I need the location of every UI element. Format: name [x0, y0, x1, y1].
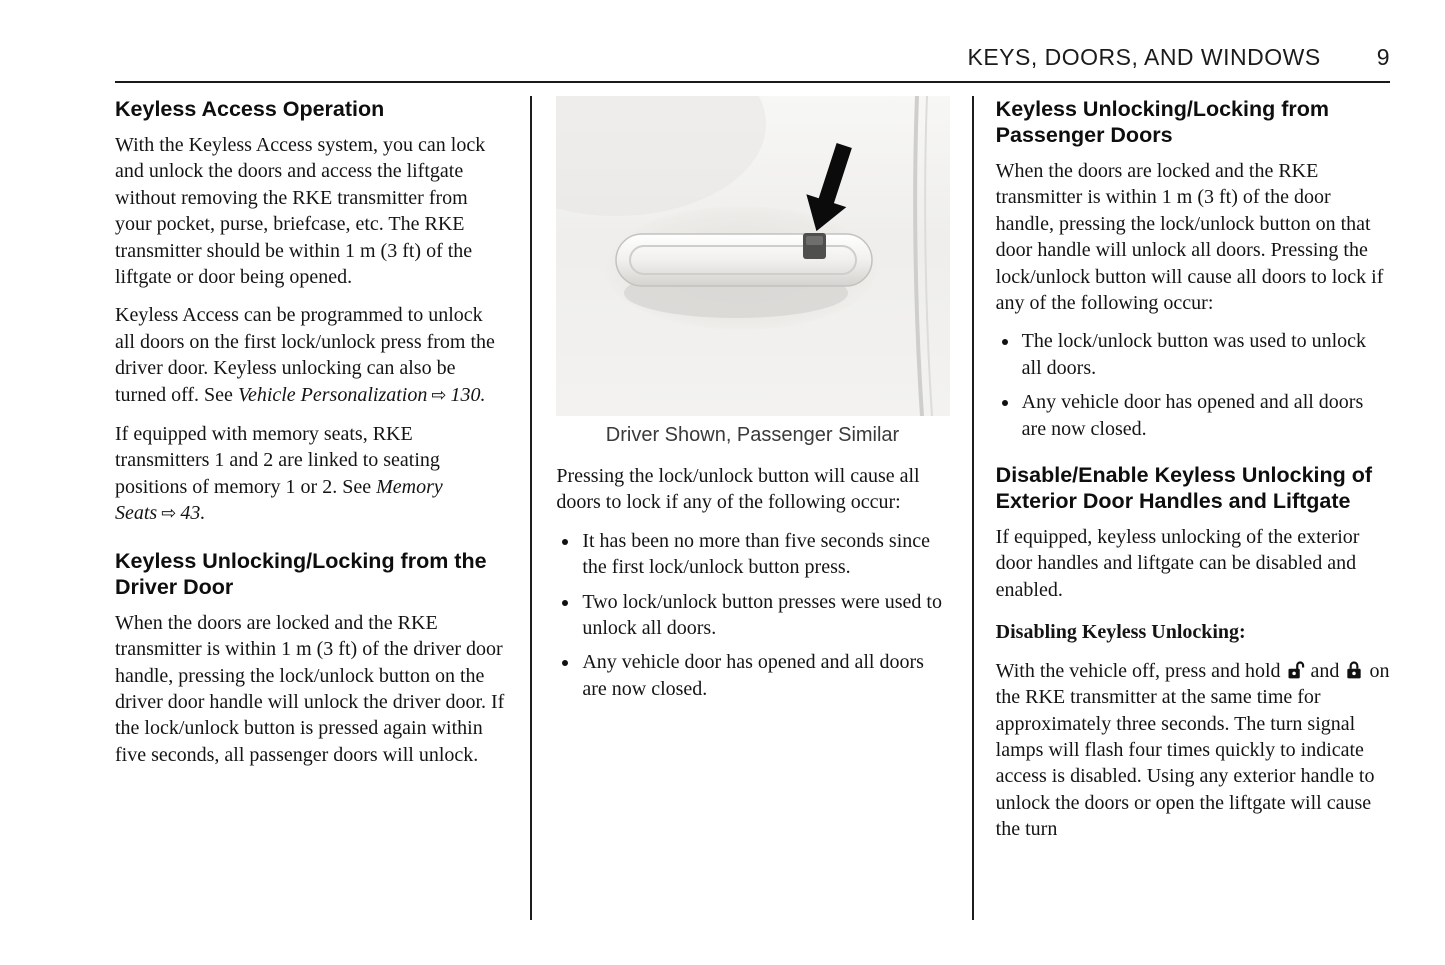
page-number: 9 [1376, 44, 1390, 70]
cross-reference-arrow-icon: ⇨ [431, 384, 447, 406]
paragraph-text: With the vehicle off, press and hold [995, 659, 1286, 682]
door-handle [605, 206, 877, 330]
cross-reference-page: 130. [450, 383, 486, 406]
page-header [115, 0, 1390, 83]
list-item [580, 528, 948, 581]
section-heading-keyless-passenger-doors: Keyless Unlocking/Locking from Passenger Doors [995, 97, 1329, 147]
door-handle-figure [556, 96, 948, 447]
column-middle [532, 96, 973, 920]
list-item-text: The lock/unlock button was used to unlock all doors. [1021, 330, 1367, 379]
subheading-disabling-keyless-unlocking: Disabling Keyless Unlocking: [995, 621, 1246, 644]
paragraph: Pressing the lock/unlock button will cause all doors to lock if any of the following occur: [556, 465, 920, 514]
paragraph: If equipped, keyless unlocking of the exterior door handles and liftgate can be disabled and enabled. [995, 526, 1360, 601]
list-item [580, 649, 948, 702]
running-header-title: KEYS, DOORS, AND WINDOWS [967, 44, 1321, 70]
list-item-text: Two lock/unlock button presses were used to unlock all doors. [582, 590, 942, 640]
section-heading-disable-enable-keyless: Disable/Enable Keyless Unlocking of Exterior Door Handles and Liftgate [995, 463, 1373, 514]
list-item-text: It has been no more than five seconds since the first lock/unlock button press. [582, 529, 931, 579]
lock-unlock-button [803, 233, 826, 259]
section-heading-keyless-driver-door: Keyless Unlocking/Locking from the Driver Door [115, 548, 487, 599]
bullet-list [996, 328, 1390, 442]
content-columns [115, 96, 1390, 920]
paragraph [996, 658, 1390, 843]
cross-reference-arrow-icon: ⇨ [161, 503, 177, 525]
cross-reference-page: 43. [180, 502, 206, 525]
list-item-text: Any vehicle door has opened and all doors are now closed. [1021, 391, 1364, 440]
paragraph [115, 421, 504, 528]
paragraph: When the doors are locked and the RKE transmitter is within 1 m (3 ft) of the driver door handle, pressing the lock/unlock button on the driver door handle will unlock the driver door. If the lock/unlock button is pressed again within five seconds, all passenger doors will unlock. [115, 611, 505, 766]
paragraph: With the Keyless Access system, you can lock and unlock the doors and access the liftgate without removing the RKE transmitter from your pocket, purse, briefcase, etc. The RKE transmitter should be within 1 m (3 ft) of the liftgate or door being opened. [115, 134, 486, 289]
paragraph-text: on the RKE transmitter at the same time for approximately three seconds. The turn signal lamps will flash four times quickly to indicate access is disabled. Using any exterior handle to unlock the doors or open the liftgate will cause the turn [995, 659, 1390, 841]
cross-reference: Memory Seats [115, 475, 443, 525]
section-heading-keyless-access-operation: Keyless Access Operation [115, 97, 385, 121]
column-right [974, 96, 1390, 920]
paragraph-text: and [1305, 659, 1345, 682]
cross-reference: Vehicle Personalization [237, 383, 428, 406]
column-left [115, 96, 532, 920]
figure-caption: Driver Shown, Passenger Similar [605, 424, 900, 446]
unlock-icon [1286, 660, 1306, 680]
list-item [1020, 389, 1390, 442]
paragraph-text: Keyless Access can be programmed to unlock all doors on the first lock/unlock press from the driver door. Keyless unlocking can also be turned off. See [115, 304, 495, 406]
lock-icon [1344, 660, 1364, 680]
list-item [580, 589, 948, 642]
list-item [1020, 328, 1390, 381]
list-item-text: Any vehicle door has opened and all doors are now closed. [582, 651, 924, 700]
paragraph-text: If equipped with memory seats, RKE transmitters 1 and 2 are linked to seating positions of memory 1 or 2. See [115, 423, 440, 498]
door-handle-photo [556, 96, 950, 416]
paragraph [115, 302, 504, 409]
paragraph: When the doors are locked and the RKE transmitter is within 1 m (3 ft) of the door handle, pressing the lock/unlock button on that door handle will unlock all doors. Pressing the lock/unlock button will cause all doors to lock if any of the following occur: [995, 160, 1384, 315]
bullet-list [556, 528, 948, 702]
